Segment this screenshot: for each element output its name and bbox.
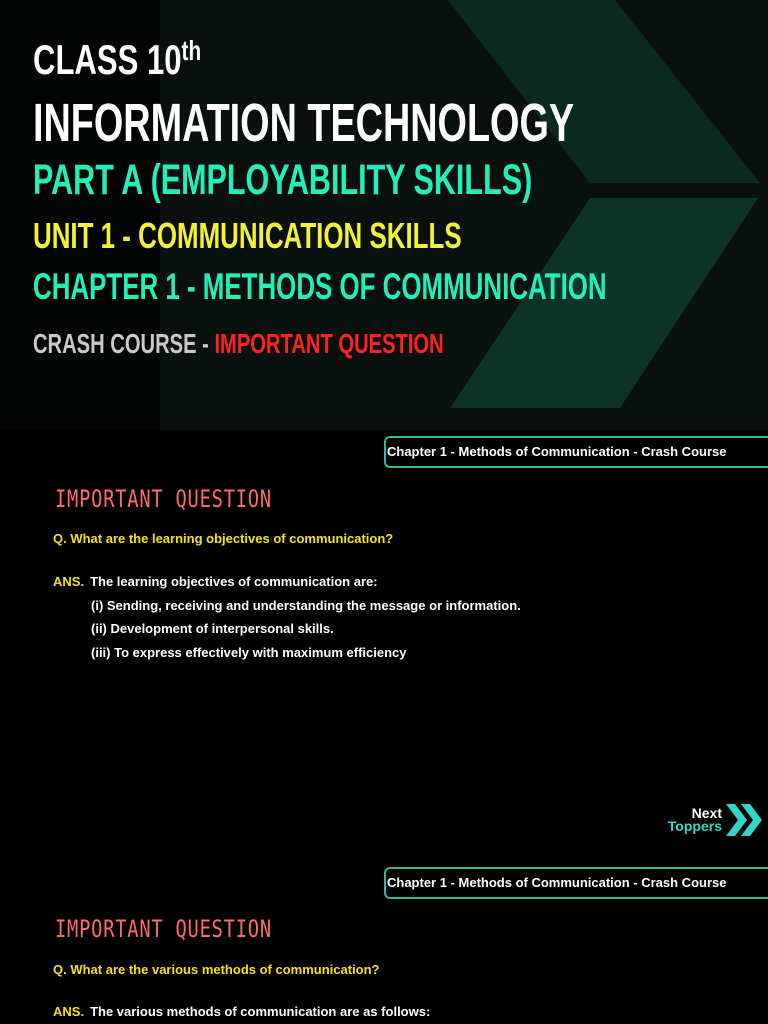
answer-intro	[53, 1004, 430, 1019]
next-toppers-logo	[660, 800, 764, 840]
class-title: CLASS 10th	[33, 35, 202, 83]
crash-course-label: CRASH COURSE -	[33, 328, 215, 359]
unit-title: UNIT 1 - COMMUNICATION SKILLS	[33, 215, 462, 256]
logo-word-next: Next	[691, 805, 722, 821]
chapter-title: CHAPTER 1 - METHODS OF COMMUNICATION	[33, 266, 607, 307]
subject-title: INFORMATION TECHNOLOGY	[33, 93, 575, 153]
class-superscript: th	[181, 35, 202, 66]
important-question-label: IMPORTANT QUESTION	[214, 328, 444, 359]
chapter-tag: Chapter 1 - Methods of Communication - Crash Course	[384, 867, 768, 899]
logo-chevron-back	[726, 804, 747, 836]
double-chevron-right-icon	[726, 800, 764, 840]
answer-intro-text: The learning objectives of communication are:	[90, 574, 378, 589]
answer-intro	[53, 574, 378, 589]
answer-label: ANS.	[53, 574, 85, 589]
question-page-1	[0, 430, 768, 867]
question-text: Q. What are the learning objectives of communication?	[53, 531, 394, 546]
part-title: PART A (EMPLOYABILITY SKILLS)	[33, 156, 533, 204]
cover-page	[0, 0, 768, 430]
question-page-2	[0, 867, 768, 1024]
question-text: Q. What are the various methods of communication?	[53, 962, 380, 977]
section-heading: IMPORTANT QUESTION	[55, 915, 272, 943]
section-heading: IMPORTANT QUESTION	[55, 485, 272, 513]
crash-course-line	[33, 326, 444, 362]
answer-point: (ii) Development of interpersonal skills.	[91, 621, 334, 636]
logo-word-toppers: Toppers	[667, 818, 722, 834]
answer-point: (iii) To express effectively with maximum efficiency	[91, 645, 407, 660]
answer-intro-text: The various methods of communication are as follows:	[90, 1004, 431, 1019]
chapter-tag: Chapter 1 - Methods of Communication - Crash Course	[384, 436, 768, 468]
answer-label: ANS.	[53, 1004, 85, 1019]
answer-point: (i) Sending, receiving and understanding the message or information.	[91, 598, 521, 613]
